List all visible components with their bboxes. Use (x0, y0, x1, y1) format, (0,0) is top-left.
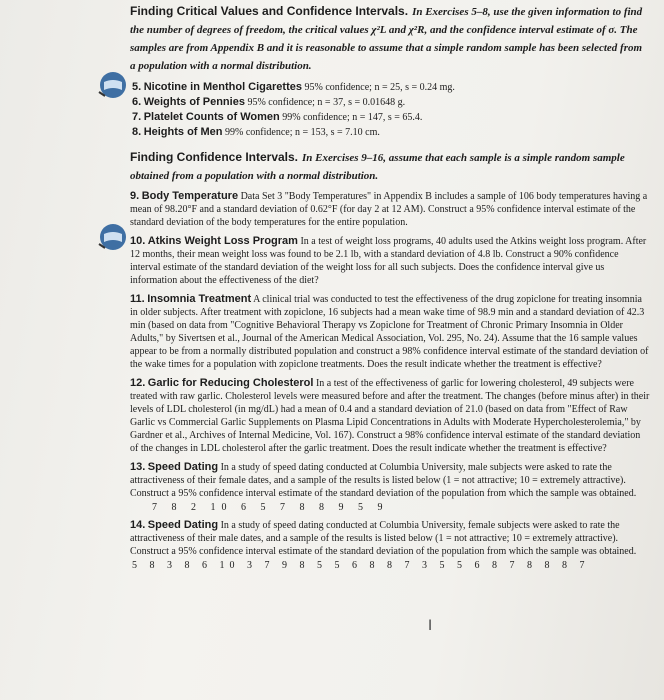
exercise-8 (132, 125, 650, 140)
exercise-title: Nicotine in Menthol Cigarettes (143, 81, 302, 93)
section-intro: In Exercises 5–8, use the given information to find the number of degrees of freedom, the critical values χ²L and χ²R, and the confidence interval estimate of σ. The samples are from Appendix B and it is reasonable to assume that a simple random sample has been selected from a population with a normal distribution. (130, 6, 643, 72)
exercise-number: 9. (130, 190, 140, 202)
exercise-text: Data Set 3 "Body Temperatures" in Appendix B includes a sample of 106 body temperatures having a mean of 98.20°F and a standard deviation of 0.62°F (for day 2 at 12 AM). Construct a 95% confidence interval estimate of the standard deviation of the body temperatures for the entire population. (130, 191, 648, 228)
exercise-number: 5. (132, 81, 142, 93)
exercise-title: Garlic for Reducing Cholesterol (147, 377, 314, 389)
exercise-number: 13. (130, 461, 146, 473)
exercise-12 (130, 377, 650, 455)
exercise-title: Speed Dating (147, 519, 219, 531)
exercise-text: 99% confidence; n = 147, s = 65.4. (282, 112, 423, 123)
exercise-14-data: 5 8 3 8 6 10 3 7 9 8 5 5 6 8 8 7 3 5 5 6 8 7 8 8 8 7 (132, 560, 590, 571)
exercise-title: Heights of Men (143, 126, 223, 138)
exercise-text: In a test of the effectiveness of garlic for lowering cholesterol, 49 subjects were treated with raw garlic. Cholesterol levels were measured before and after the treatment. The changes (before minus after) in their levels of LDL cholesterol (in mg/dL) had a mean of 0.4 and a standard deviation of 21.0 (based on data from "Effect of Raw Garlic vs Commercial Garlic Supplements on Plasma Lipid Concentrations in Adults with Moderate Hypercholesterolemia," by Gardner et al., Archives of Internal Medicine, Vol. 167). Construct a 98% confidence interval estimate of the standard deviation of the changes in LDL cholesterol after the garlic treatment. Does the result indicate whether the treatment is effective? (130, 378, 650, 454)
book-icon (95, 70, 131, 100)
section-heading: Finding Confidence Intervals. (130, 150, 299, 164)
exercise-number: 14. (130, 519, 146, 531)
section-heading: Finding Critical Values and Confidence Intervals. (130, 4, 409, 18)
exercise-title: Atkins Weight Loss Program (147, 235, 298, 247)
book-icon (95, 222, 131, 252)
exercise-7 (132, 110, 650, 125)
exercise-5 (132, 80, 650, 95)
exercise-text: 95% confidence; n = 25, s = 0.24 mg. (304, 82, 455, 93)
exercise-number: 10. (130, 235, 146, 247)
exercise-10 (130, 235, 650, 287)
exercise-number: 6. (132, 96, 142, 108)
exercise-number: 8. (132, 126, 142, 138)
exercise-text: In a test of weight loss programs, 40 adults used the Atkins weight loss program. After 12 months, their mean weight loss was found to be 2.1 lb, with a standard deviation of 4.8 lb. Construct a 90% confidence interval estimate of the standard deviation of the weight loss for all such subjects. Does the confidence interval give us information about the effectiveness of the diet? (130, 236, 647, 286)
content-column (130, 0, 650, 571)
exercise-number: 11. (130, 293, 145, 305)
exercise-13-data: 7 8 2 10 6 5 7 8 8 9 5 9 (152, 502, 389, 513)
exercise-text: In a study of speed dating conducted at Columbia University, male subjects were asked to rate the attractiveness of their female dates, and a sample of the results is listed below (1 = not attractive; 10 = extremely attractive). Construct a 95% confidence interval estimate of the standard deviation of the population from which the sample was obtained. (130, 462, 637, 499)
section-confidence-intervals (130, 148, 650, 184)
exercise-title: Body Temperature (141, 190, 239, 202)
exercise-14 (130, 519, 650, 558)
exercise-title: Insomnia Treatment (147, 293, 252, 305)
section-critical-values (130, 2, 650, 74)
exercise-number: 12. (130, 377, 146, 389)
short-exercise-list (132, 80, 650, 140)
exercise-title: Speed Dating (147, 461, 219, 473)
exercise-text: 95% confidence; n = 37, s = 0.01648 g. (247, 97, 406, 108)
exercise-6 (132, 95, 650, 110)
exercise-text: In a study of speed dating conducted at Columbia University, female subjects were asked to rate the attractiveness of their male dates, and a sample of the results is listed below (1 = not attractive; 10 = extremely attractive). Construct a 95% confidence interval estimate of the standard deviation of the population from which the sample was obtained. (130, 520, 637, 557)
exercise-text: 99% confidence; n = 153, s = 7.10 cm. (225, 127, 380, 138)
exercise-11 (130, 293, 650, 371)
exercise-9 (130, 190, 650, 229)
exercise-title: Platelet Counts of Women (143, 111, 280, 123)
text-cursor-icon: I (428, 618, 433, 634)
exercise-number: 7. (132, 111, 142, 123)
exercise-13 (130, 461, 650, 500)
section-intro: In Exercises 9–16, assume that each sample is a simple random sample obtained from a population with a normal distribution. (130, 152, 625, 182)
exercise-text: A clinical trial was conducted to test the effectiveness of the drug zopiclone for treating insomnia in older subjects. After treatment with zopiclone, 16 subjects had a mean wake time of 98.9 min and a standard deviation of 42.3 min (based on data from "Cognitive Behavioral Therapy vs Zopiclone for Treatment of Chronic Primary Insomnia in Older Adults," by Sivertsen et al., Journal of the American Medical Association, Vol. 295, No. 24). Assume that the 16 sample values appear to be from a normally distributed population and construct a 98% confidence interval estimate of the standard deviation of the wake times for a population with zopiclone treatments. Does the result indicate whether the treatment is effective? (130, 294, 649, 370)
exercise-title: Weights of Pennies (143, 96, 245, 108)
